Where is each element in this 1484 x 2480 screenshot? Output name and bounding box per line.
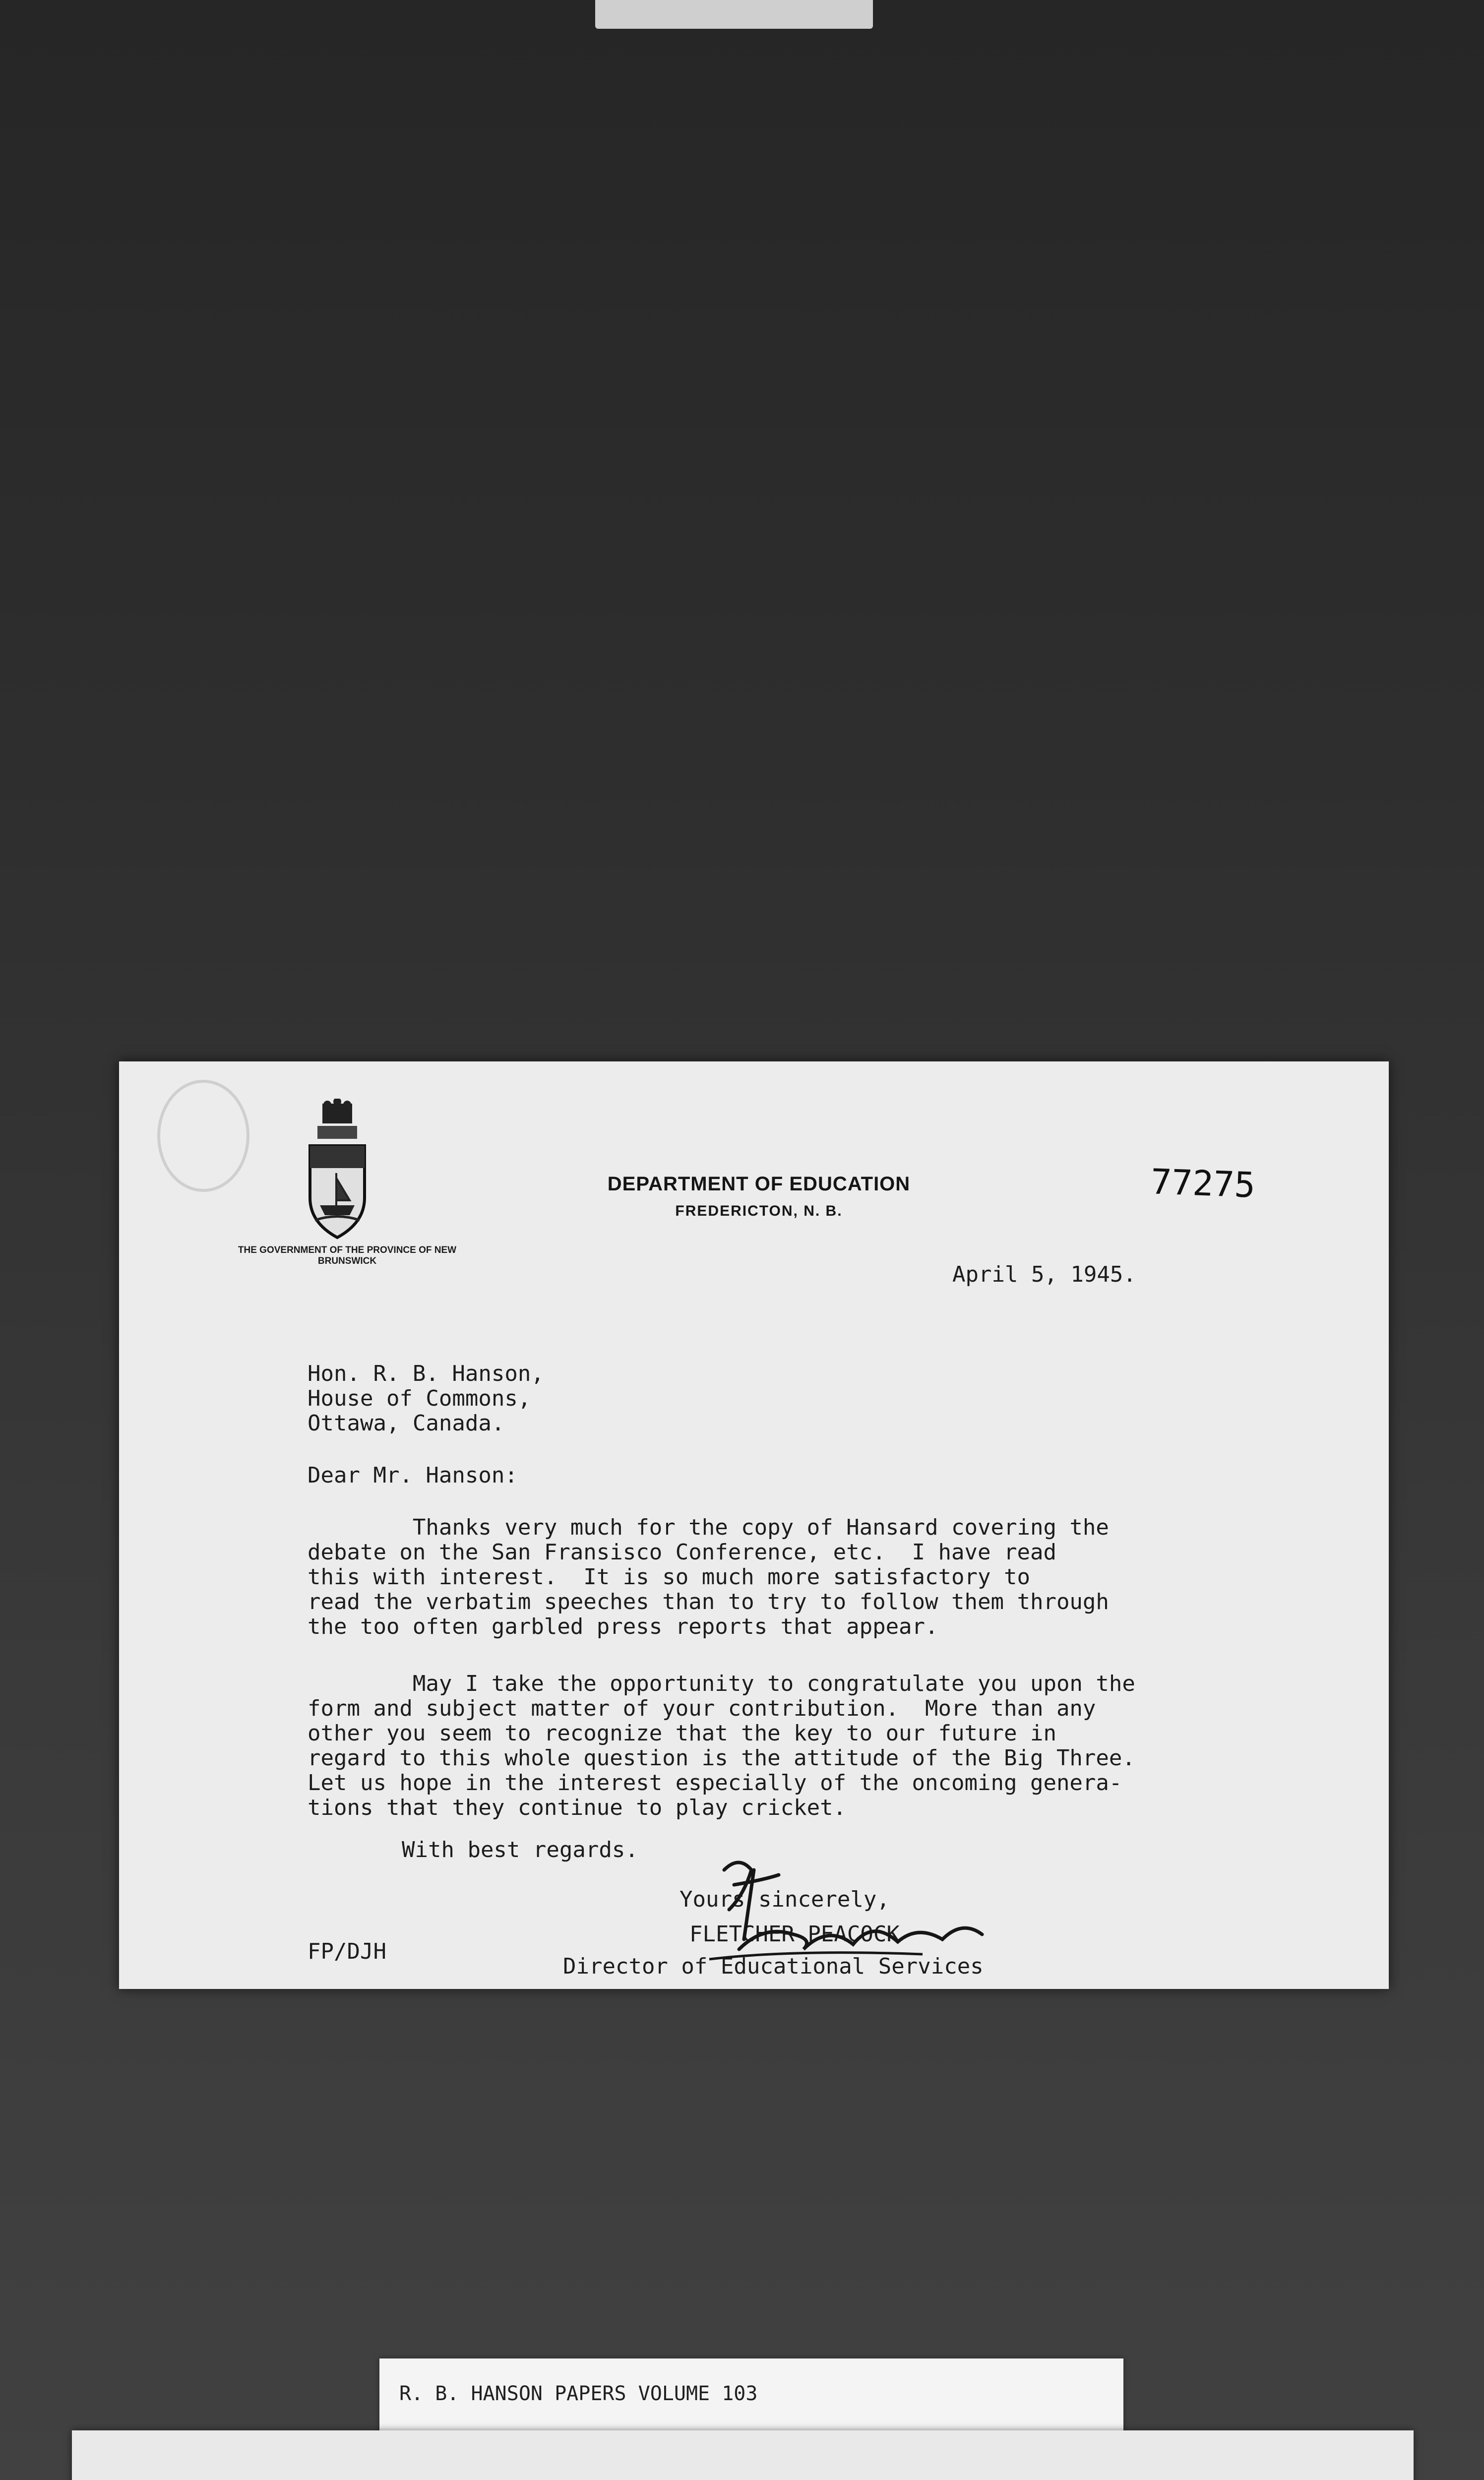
handwritten-signature [665, 1850, 1042, 1979]
volume-label-text: R. B. HANSON PAPERS VOLUME 103 [399, 2382, 758, 2405]
archive-card [72, 2430, 1414, 2480]
document-number: 77275 [1150, 1161, 1256, 1206]
letter-page [119, 1061, 1389, 1989]
body-paragraph-2: May I take the opportunity to congratulate you upon the form and subject matter of your contribution. More than any other you seem to recognize that the key to our future in regard to this whole question is the attitude of the Big Three. Let us hope in the interest especially of the oncoming genera- tions that they continue to play cricket. [308, 1671, 1135, 1820]
faint-stamp-mark [149, 1071, 258, 1200]
recipient-address: Hon. R. B. Hanson, House of Commons, Ottawa, Canada. [308, 1361, 544, 1436]
department-name: DEPARTMENT OF EDUCATION [607, 1173, 911, 1195]
salutation: Dear Mr. Hanson: [308, 1463, 518, 1488]
signer-title: Director of Educational Services [563, 1954, 984, 1979]
regards-line: With best regards. [402, 1837, 638, 1862]
letter-date: April 5, 1945. [952, 1262, 1136, 1287]
top-clip-tab [595, 0, 873, 29]
closing-line: Yours sincerely, [680, 1887, 890, 1912]
signer-name: FLETCHER PEACOCK [689, 1922, 900, 1947]
province-crest-icon [303, 1099, 372, 1242]
crest-caption: THE GOVERNMENT OF THE PROVINCE OF NEW BRUNSWICK [238, 1245, 457, 1266]
typist-initials: FP/DJH [308, 1939, 386, 1964]
body-paragraph-1: Thanks very much for the copy of Hansard covering the debate on the San Fransisco Conference, etc. I have read this with interest. It is so much more satisfactory to read the verbatim speeches than to try to follow them through the too often garbled press reports that appear. [308, 1515, 1109, 1639]
department-city: FREDERICTON, N. B. [675, 1203, 843, 1219]
